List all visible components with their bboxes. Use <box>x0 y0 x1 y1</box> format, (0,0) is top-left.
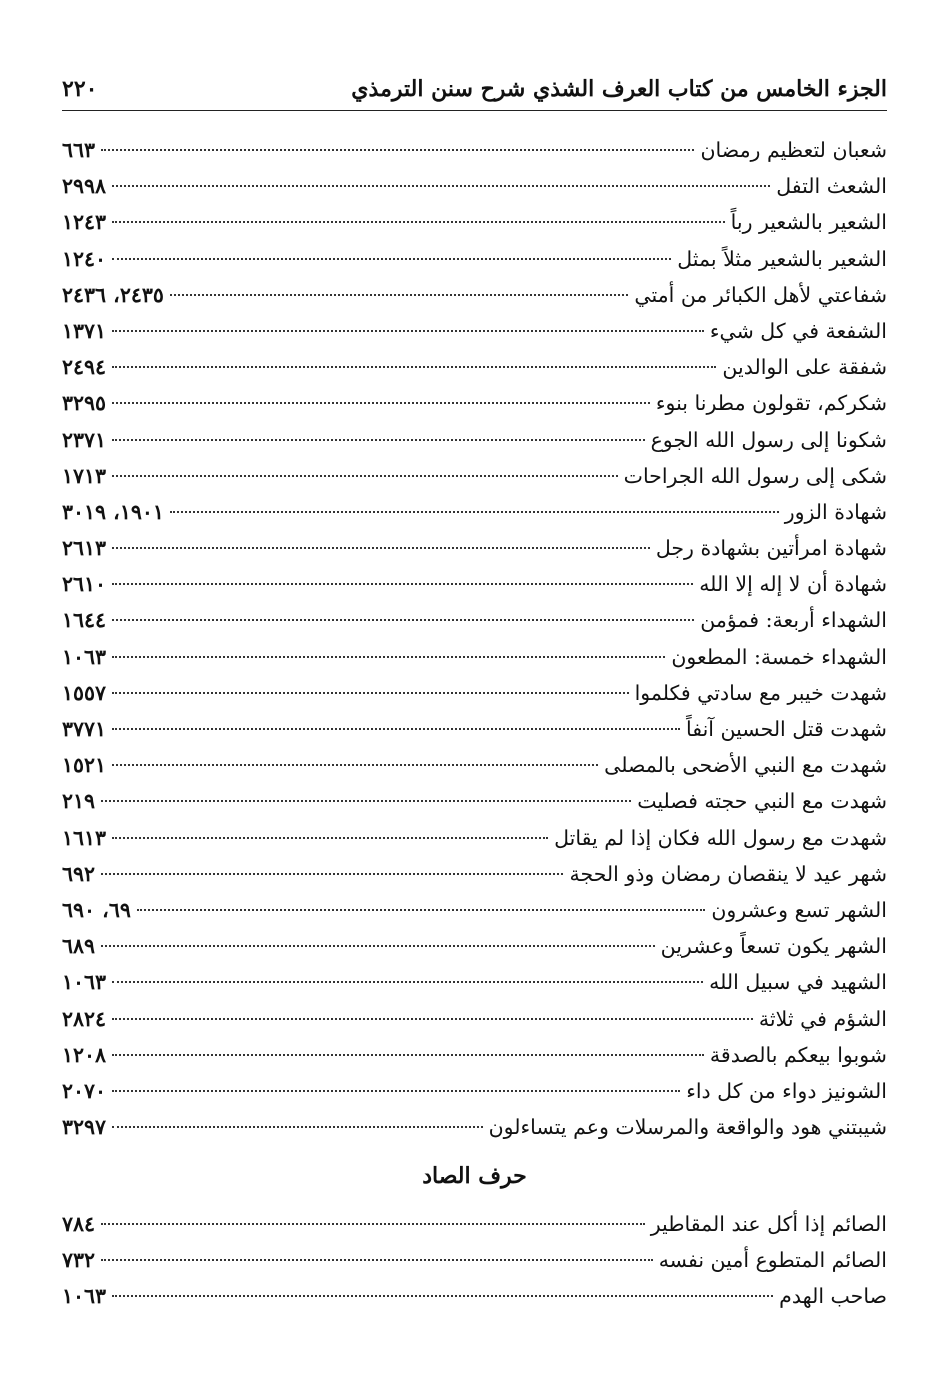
dot-leader <box>101 945 655 947</box>
entry-reference: ٢٤٩٤ <box>62 355 107 380</box>
dot-leader <box>112 1054 704 1056</box>
entry-text: شهادة أن لا إله إلا الله <box>699 572 887 597</box>
index-entry <box>62 1278 887 1314</box>
entry-reference: ٢٦١٠ <box>62 572 107 597</box>
dot-leader <box>112 619 694 621</box>
entry-reference: ١٥٥٧ <box>62 680 107 705</box>
entry-reference: ١٢٠٨ <box>62 1042 107 1067</box>
entry-reference: ٧٨٤ <box>62 1212 96 1236</box>
entry-text: شهادة امرأتين بشهادة رجل <box>655 536 887 561</box>
dot-leader <box>101 149 694 151</box>
entry-reference: ٣٢٩٥ <box>62 391 107 416</box>
entry-text: شكى إلى رسول الله الجراحات <box>623 463 887 488</box>
index-entry <box>62 168 887 204</box>
entry-text: الشفعة في كل شيء <box>709 318 887 343</box>
entry-text: الشعير بالشعير رباً <box>730 210 887 235</box>
index-list <box>62 132 887 1145</box>
dot-leader <box>112 1126 483 1128</box>
dot-leader <box>112 547 650 549</box>
entry-reference: ١٩٠١، ٣٠١٩ <box>62 499 164 524</box>
entry-text: شفقة على الوالدين <box>722 355 887 380</box>
entry-text: الشهداء خمسة: المطعون <box>671 644 887 669</box>
running-title: الجزء الخامس من كتاب العرف الشذي شرح سنن الترمذي <box>351 76 887 102</box>
index-entry <box>62 1073 887 1109</box>
index-entry <box>62 313 887 349</box>
dot-leader <box>112 837 548 839</box>
index-entry <box>62 494 887 530</box>
entry-text: شوبوا بيعكم بالصدقة <box>709 1042 887 1067</box>
entry-text: الشعير بالشعير مثلاً بمثل <box>677 246 887 271</box>
index-entry <box>62 349 887 385</box>
entry-reference: ١٢٤٠ <box>62 246 107 271</box>
entry-reference: ٣٧٧١ <box>62 717 107 741</box>
index-entry <box>62 1242 887 1278</box>
dot-leader <box>112 475 618 477</box>
entry-text: شهر عيد لا ينقصان رمضان وذو الحجة <box>569 861 887 886</box>
page-number: ٢٢٠ <box>62 76 98 102</box>
entry-text: شهدت قتل الحسين آنفاً <box>685 717 887 741</box>
section-heading: حرف الصاد <box>422 1163 527 1189</box>
entry-text: شكركم، تقولون مطرنا بنوء <box>655 391 887 416</box>
index-entry <box>62 566 887 602</box>
entry-reference: ٢٩٩٨ <box>62 174 107 199</box>
index-entry <box>62 204 887 240</box>
entry-reference: ١٠٦٣ <box>62 1284 107 1309</box>
entry-reference: ٦٨٩ <box>62 934 96 959</box>
entry-text: الشعث التفل <box>776 174 887 199</box>
dot-leader <box>112 583 693 585</box>
index-entry <box>62 675 887 711</box>
dot-leader <box>101 1259 653 1261</box>
entry-text: شهدت خيبر مع سادتي فكلموا <box>634 680 887 705</box>
entry-text: شهدت مع النبي حجته فصليت <box>637 789 887 814</box>
entry-reference: ١٧١٣ <box>62 463 107 488</box>
dot-leader <box>101 800 631 802</box>
index-entry <box>62 964 887 1000</box>
entry-text: الشهر تسع وعشرون <box>711 897 887 922</box>
entry-text: شعبان لتعظيم رمضان <box>700 138 887 162</box>
dot-leader <box>101 1223 645 1225</box>
entry-reference: ٢٨٢٤ <box>62 1006 107 1031</box>
index-entry <box>62 711 887 747</box>
entry-text: الشؤم في ثلاثة <box>758 1006 887 1031</box>
entry-reference: ٢٤٣٥، ٢٤٣٦ <box>62 282 164 307</box>
entry-text: الشونيز دواء من كل داء <box>686 1078 887 1103</box>
index-entry <box>62 783 887 819</box>
entry-reference: ١٠٦٣ <box>62 970 107 995</box>
entry-text: صاحب الهدم <box>779 1284 887 1309</box>
index-entry <box>62 820 887 856</box>
dot-leader <box>112 185 770 187</box>
entry-text: الصائم إذا أكل عند المقاطير <box>650 1212 887 1236</box>
entry-reference: ١٦١٣ <box>62 825 107 850</box>
entry-text: الشهداء أربعة: فمؤمن <box>700 608 887 633</box>
entry-text: شيبتني هود والواقعة والمرسلات وعم يتساءلون <box>488 1115 887 1140</box>
dot-leader <box>112 1295 773 1297</box>
dot-leader <box>112 402 650 404</box>
index-entry <box>62 458 887 494</box>
index-entry <box>62 856 887 892</box>
index-entry <box>62 1109 887 1145</box>
entry-reference: ٧٣٢ <box>62 1248 96 1273</box>
entry-reference: ١٠٦٣ <box>62 644 107 669</box>
dot-leader <box>112 656 665 658</box>
index-entry <box>62 422 887 458</box>
index-entry <box>62 928 887 964</box>
entry-reference: ١٦٤٤ <box>62 608 107 633</box>
entry-reference: ١٢٤٣ <box>62 210 107 235</box>
index-entry <box>62 132 887 168</box>
dot-leader <box>170 511 779 513</box>
dot-leader <box>112 1018 753 1020</box>
index-entry <box>62 892 887 928</box>
dot-leader <box>170 294 629 296</box>
index-entry <box>62 530 887 566</box>
entry-text: شهادة الزور <box>784 499 887 524</box>
entry-text: الصائم المتطوع أمين نفسه <box>658 1248 887 1273</box>
entry-text: شفاعتي لأهل الكبائر من أمتي <box>634 282 887 307</box>
entry-reference: ٢٠٧٠ <box>62 1078 107 1103</box>
dot-leader <box>112 439 645 441</box>
index-entry <box>62 1037 887 1073</box>
entry-reference: ٢٦١٣ <box>62 536 107 561</box>
dot-leader <box>112 1090 680 1092</box>
index-entry <box>62 277 887 313</box>
index-entry <box>62 1206 887 1242</box>
index-entry <box>62 1001 887 1037</box>
dot-leader <box>112 728 680 730</box>
entry-reference: ٣٢٩٧ <box>62 1115 107 1140</box>
dot-leader <box>112 692 629 694</box>
entry-text: الشهيد في سبيل الله <box>709 970 887 995</box>
dot-leader <box>112 981 703 983</box>
entry-reference: ٢١٩ <box>62 789 96 814</box>
page-header <box>62 68 887 111</box>
index-list-sad <box>62 1206 887 1315</box>
entry-text: شكونا إلى رسول الله الجوع <box>650 427 887 452</box>
entry-reference: ١٣٧١ <box>62 318 107 343</box>
entry-reference: ٦٩٢ <box>62 861 96 886</box>
dot-leader <box>112 366 716 368</box>
dot-leader <box>101 873 563 875</box>
dot-leader <box>137 909 706 911</box>
dot-leader <box>112 221 725 223</box>
dot-leader <box>112 258 671 260</box>
index-entry <box>62 602 887 638</box>
entry-reference: ٦٩، ٦٩٠ <box>62 897 131 922</box>
entry-text: شهدت مع رسول الله فكان إذا لم يقاتل <box>554 825 887 850</box>
dot-leader <box>112 330 704 332</box>
entry-text: شهدت مع النبي الأضحى بالمصلى <box>604 753 887 778</box>
index-entry <box>62 639 887 675</box>
entry-reference: ١٥٢١ <box>62 753 107 778</box>
entry-text: الشهر يكون تسعاً وعشرين <box>660 934 887 959</box>
index-entry <box>62 385 887 421</box>
index-entry <box>62 241 887 277</box>
dot-leader <box>112 764 598 766</box>
entry-reference: ٢٣٧١ <box>62 427 107 452</box>
entry-reference: ٦٦٣ <box>62 138 96 162</box>
index-entry <box>62 747 887 783</box>
